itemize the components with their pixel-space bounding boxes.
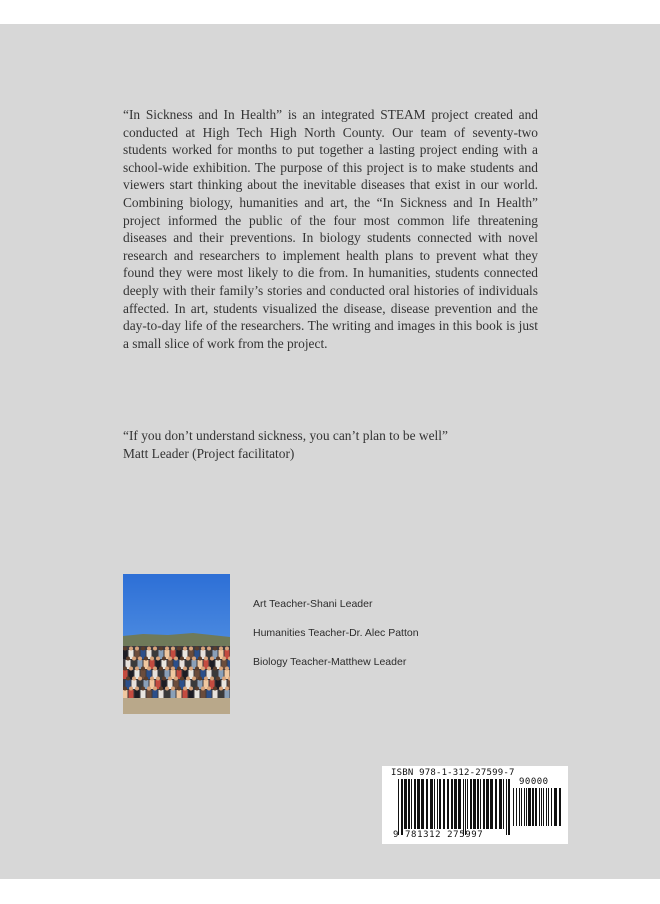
crowd-head [132,677,136,681]
crowd-head [165,687,169,691]
crowd-head [165,667,169,671]
crowd-head [168,677,172,681]
crowd-head [138,657,142,661]
barcode-bar [524,788,525,826]
crowd-head [138,677,142,681]
addon-barcode-bars [513,788,561,832]
crowd-head [159,667,163,671]
crowd-head [183,647,187,651]
crowd-head [123,647,127,651]
crowd-head [174,657,178,661]
barcode-bar [541,788,542,826]
barcode-bar [401,779,403,835]
barcode-bar [417,779,420,829]
crowd-head [177,687,181,691]
crowd-figure [135,690,140,699]
barcode-bar [506,779,507,835]
crowd-head [204,657,208,661]
crowd-head [213,667,217,671]
barcode-bar [519,788,520,826]
crowd-head [198,677,202,681]
crowd-head [147,667,151,671]
barcode-bar [554,788,557,826]
teacher-art: Art Teacher-Shani Leader [253,598,373,610]
crowd-head [195,667,199,671]
crowd-head [141,667,145,671]
crowd-figure [129,690,134,699]
barcode-bar [539,788,540,826]
quote-attribution: Matt Leader (Project facilitator) [123,445,295,461]
barcode-bar [546,788,547,826]
crowd-head [150,657,154,661]
crowd-head [207,667,211,671]
crowd-head [156,657,160,661]
group-photo [123,574,230,714]
crowd-head [207,647,211,651]
crowd-head [225,647,229,651]
crowd-figure [177,690,182,699]
barcode-bar [551,788,552,826]
crowd-head [177,667,181,671]
crowd-head [123,687,127,691]
crowd-head [171,667,175,671]
crowd-head [144,677,148,681]
crowd-figure [141,690,146,699]
crowd-head [180,657,184,661]
barcode-bar [535,788,537,826]
barcode-bar [451,779,453,829]
crowd-head [132,657,136,661]
crowd-figure [195,690,200,699]
barcode-bar [473,779,476,829]
crowd-head [210,657,214,661]
crowd-head [144,657,148,661]
teacher-humanities: Humanities Teacher-Dr. Alec Patton [253,627,419,639]
crowd-head [183,687,187,691]
crowd-head [174,677,178,681]
addon-digits: 90000 [519,777,549,787]
crowd-head [216,657,220,661]
crowd-head [150,677,154,681]
barcode-bar [548,788,549,826]
barcode-bar [543,788,544,826]
crowd-head [213,687,217,691]
barcode-bar [463,779,464,835]
barcode-bar [465,779,466,835]
crowd-figure [123,690,128,699]
crowd-head [183,667,187,671]
crowd-figure [219,690,224,699]
barcode-bar [480,779,481,829]
crowd-head [192,677,196,681]
barcode-bar [521,788,522,826]
barcode-bar [398,779,399,835]
barcode-bar [477,779,479,829]
barcode-bar [434,779,435,829]
ean-barcode-bars [398,779,510,835]
crowd-figure [165,690,170,699]
crowd-head [177,647,181,651]
crowd-head [162,677,166,681]
crowd-head [198,657,202,661]
barcode-bar [526,788,527,826]
crowd-head [180,677,184,681]
crowd-head [213,647,217,651]
crowd-head [207,687,211,691]
crowd-head [159,687,163,691]
crowd-head [126,677,130,681]
crowd-head [171,647,175,651]
crowd-head [126,657,130,661]
crowd-head [168,657,172,661]
crowd-head [225,667,229,671]
crowd-head [204,677,208,681]
barcode-bar [447,779,449,829]
crowd-head [129,687,133,691]
teacher-list [253,597,419,684]
barcode-bar [458,779,461,829]
crowd-figure [225,690,230,699]
barcode-bar [495,779,497,829]
barcode-bar [483,779,485,829]
teacher-biology: Biology Teacher-Matthew Leader [253,656,407,668]
crowd-head [186,657,190,661]
barcode-bar [426,779,428,829]
barcode-bar [532,788,534,826]
crowd-head [153,647,157,651]
barcode-bar [513,788,514,826]
crowd-head [135,667,139,671]
crowd-head [156,677,160,681]
crowd-head [123,667,127,671]
barcode-bar [508,779,510,835]
crowd-figure [153,690,158,699]
crowd-figure [189,690,194,699]
crowd-head [141,647,145,651]
crowd-head [201,687,205,691]
barcode-bar [503,779,504,829]
crowd-head [189,667,193,671]
barcode-bar [437,779,438,829]
barcode-bar [499,779,502,829]
crowd-head [219,667,223,671]
crowd-head [153,667,157,671]
barcode-bar [439,779,441,829]
crowd-head [159,647,163,651]
crowd-figure [207,690,212,699]
crowd-head [153,687,157,691]
crowd-head [129,647,133,651]
barcode-bar [443,779,445,829]
crowd-head [147,687,151,691]
project-quote [123,427,538,462]
crowd-head [189,647,193,651]
crowd-head [141,687,145,691]
crowd-head [129,667,133,671]
crowd-head [210,677,214,681]
quote-text: “If you don’t understand sickness, you can’t plan to be well” [123,428,448,443]
barcode-bar [528,788,531,826]
crowd-head [225,687,229,691]
crowd-head [195,687,199,691]
barcode-bar [408,779,410,829]
crowd-figure [147,690,152,699]
crowd-head [222,677,226,681]
crowd-head [135,687,139,691]
crowd-head [192,657,196,661]
barcode-bar [421,779,424,829]
crowd-figure [183,690,188,699]
isbn-barcode [382,766,568,844]
crowd-head [195,647,199,651]
group-photo-image [123,574,230,714]
barcode-bar [559,788,561,826]
barcode-bar [404,779,407,829]
crowd-figure [159,690,164,699]
crowd-head [171,687,175,691]
crowd-head [189,687,193,691]
crowd-head [219,687,223,691]
crowd-figure [213,690,218,699]
barcode-bar [490,779,493,829]
crowd-head [135,647,139,651]
crowd-head [201,647,205,651]
crowd-head [219,647,223,651]
ean-digits: 9 781312 275997 [393,830,484,840]
crowd-head [222,657,226,661]
crowd-head [216,677,220,681]
barcode-bar [454,779,457,829]
barcode-bar [430,779,433,829]
barcode-bar [414,779,416,829]
barcode-bar [516,788,517,826]
barcode-bar [411,779,412,829]
crowd-head [186,677,190,681]
crowd-figure [171,690,176,699]
crowd-head [147,647,151,651]
barcode-bar [470,779,472,829]
barcode-bar [467,779,468,829]
isbn-label: ISBN 978-1-312-27599-7 [391,768,515,778]
crowd-head [165,647,169,651]
crowd-head [201,667,205,671]
crowd-head [162,657,166,661]
project-description: “In Sickness and In Health” is an integrated STEAM project created and conducted at High Tech High North County. Our team of seventy-two students worked for months to put together a lasting project ending with a school-wide exhibition. The purpose of this project is to make students and viewers start thinking about the inevitable diseases that exist in our world. Combining biology, humanities and art, the “In Sickness and In Health” project informed the public of the four most common life threatening diseases and their preventions. In biology students connected with novel research and researchers to implement health plans to prevent what they found they were most likely to die from. In humanities, students connected deeply with their family’s stories and conducted oral histories of individuals affected. In art, students visualized the disease, disease prevention and the day-to-day life of the researchers. The writing and images in this book is just a small slice of work from the project. [123,107,538,351]
barcode-bar [486,779,489,829]
crowd-figure [201,690,206,699]
